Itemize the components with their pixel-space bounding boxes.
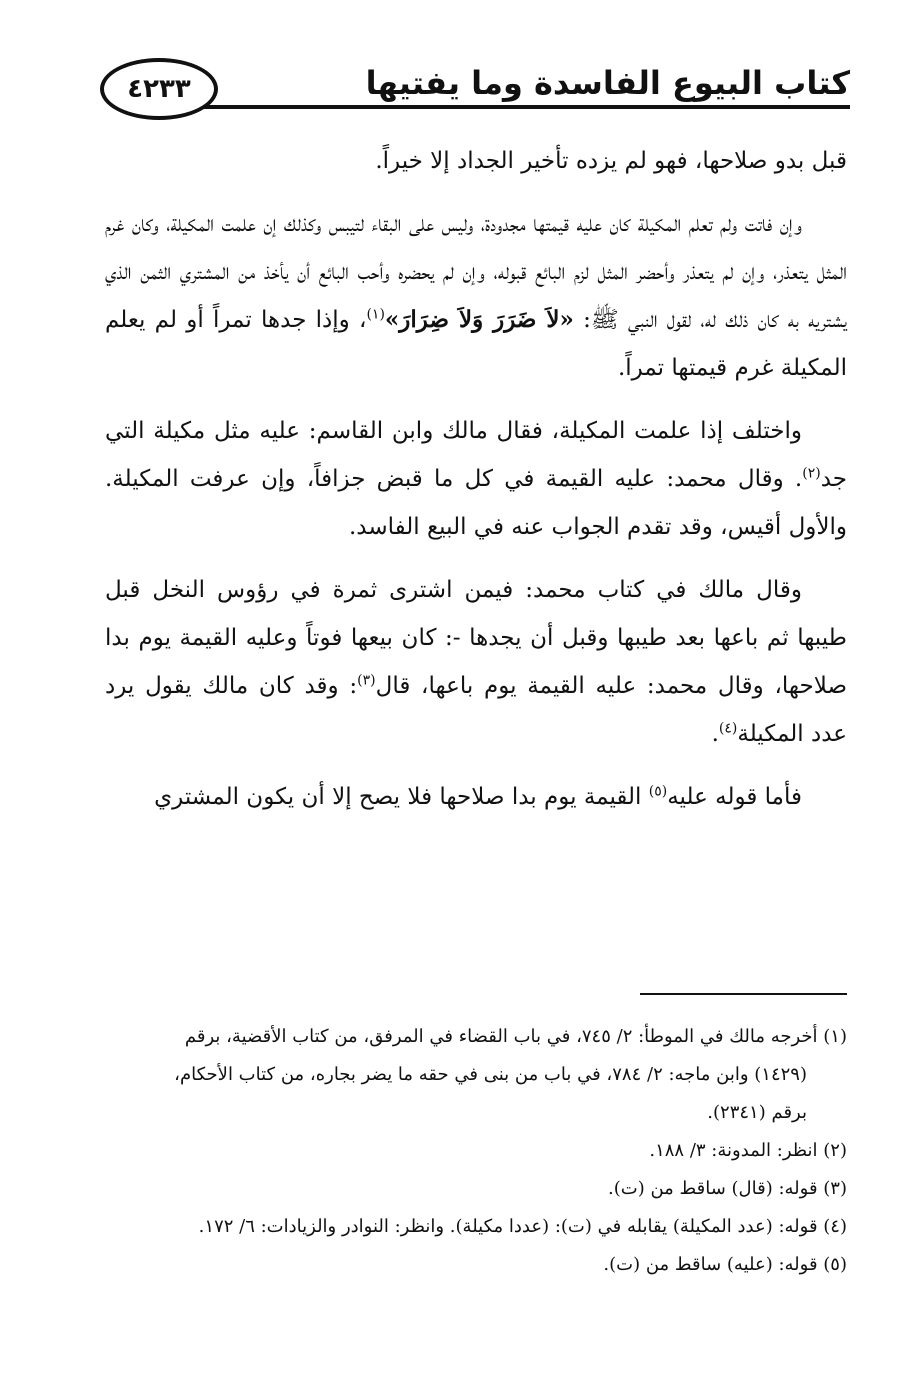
footnote-4: (٤) قوله: (عدد المكيلة) يقابله في (ت): (عددا مكيلة). وانظر: النوادر والزيادات: ٦/ ١٧٢. [198,1216,847,1237]
paragraph-2-text-b: ، وإذا جدها تمراً أو لم يعلم المكيلة غرم قيمتها تمراً. [105,307,847,381]
running-header [100,58,850,128]
paragraph-5 [105,773,847,821]
footnote-ref-5: (٥) [648,783,668,800]
paragraph-5-text-a: فأما قوله عليه [667,784,802,810]
footnote-ref-3: (٣) [357,672,376,689]
footnote-ref-1: (١) [366,306,385,323]
footnote-2: (٢) انظر: المدونة: ٣/ ١٨٨. [649,1140,847,1161]
footnote-5: (٥) قوله: (عليه) ساقط من (ت). [603,1254,847,1275]
header-rule [200,105,850,109]
chapter-title: كتاب البيوع الفاسدة وما يفتيها [365,64,850,102]
footnote-ref-2: (٢) [802,465,821,482]
paragraph-3 [105,407,847,551]
footnotes [105,1018,847,1284]
footnote-separator [640,993,847,995]
footnote-1-line-2: (١٤٢٩) وابن ماجه: ٢/ ٧٨٤، في باب من بنى في حقه ما يضر بجاره، من كتاب الأحكام، [174,1064,807,1085]
paragraph-4-text-a: وقال مالك في كتاب محمد: فيمن اشترى ثمرة في رؤوس النخل قبل طيبها ثم باعها بعد طيبها وقبل أن يجدها -: كان بيعها فوتاً وعليه القيمة يوم بدا صلاحها، وقال محمد: عليه القيمة يوم باعها، قال [105,577,847,699]
paragraph-1: قبل بدو صلاحها، فهو لم يزده تأخير الجداد إلا خيراً. [375,148,847,174]
paragraph-2 [105,200,847,392]
paragraph-5-text-b: القيمة يوم بدا صلاحها فلا يصح إلا أن يكون المشتري [154,784,649,810]
footnote-1-line-1: (١) أخرجه مالك في الموطأ: ٢/ ٧٤٥، في باب القضاء في المرفق، من كتاب الأقضية، برقم [184,1026,847,1047]
paragraph-3-text-a: واختلف إذا علمت المكيلة، فقال مالك وابن القاسم: عليه مثل مكيلة التي جد [105,418,847,492]
footnote-3: (٣) قوله: (قال) ساقط من (ت). [608,1178,847,1199]
paragraph-2-text-a: وإن فاتت ولم تعلم المكيلة كان عليه قيمتها مجدودة، وليس على البقاء لتيبس وكذلك إن علمت المكيلة، وكان غرم المثل يتعذر، وإن لم يتعذر وأحضر المثل لزم البائع قبوله، وإن لم يحضره وأحب البائع أن يأخذ من المشتري الثمن الذي يشتريه به كان ذلك له، لقول النبي ﷺ: [105,211,847,333]
page-number: ٤٢٣٣ [127,74,191,104]
paragraph-3-text-b: . وقال محمد: عليه القيمة في كل ما قبض جزافاً، وإن عرفت المكيلة. والأول أقيس، وقد تقدم الجواب عنه في البيع الفاسد. [105,466,847,540]
paragraph-4 [105,566,847,758]
paragraph-4-text-c: . [711,721,719,747]
page-number-badge [100,58,218,120]
paragraph-4-text-b: : وقد كان مالك يقول يرد عدد المكيلة [105,673,847,747]
footnote-ref-4: (٤) [718,720,738,737]
main-text [105,137,847,836]
hadith-quote: «لاَ ضَرَرَ وَلاَ ضِرَارَ» [384,306,574,333]
footnote-1-line-3: برقم (٢٣٤١). [707,1102,807,1123]
